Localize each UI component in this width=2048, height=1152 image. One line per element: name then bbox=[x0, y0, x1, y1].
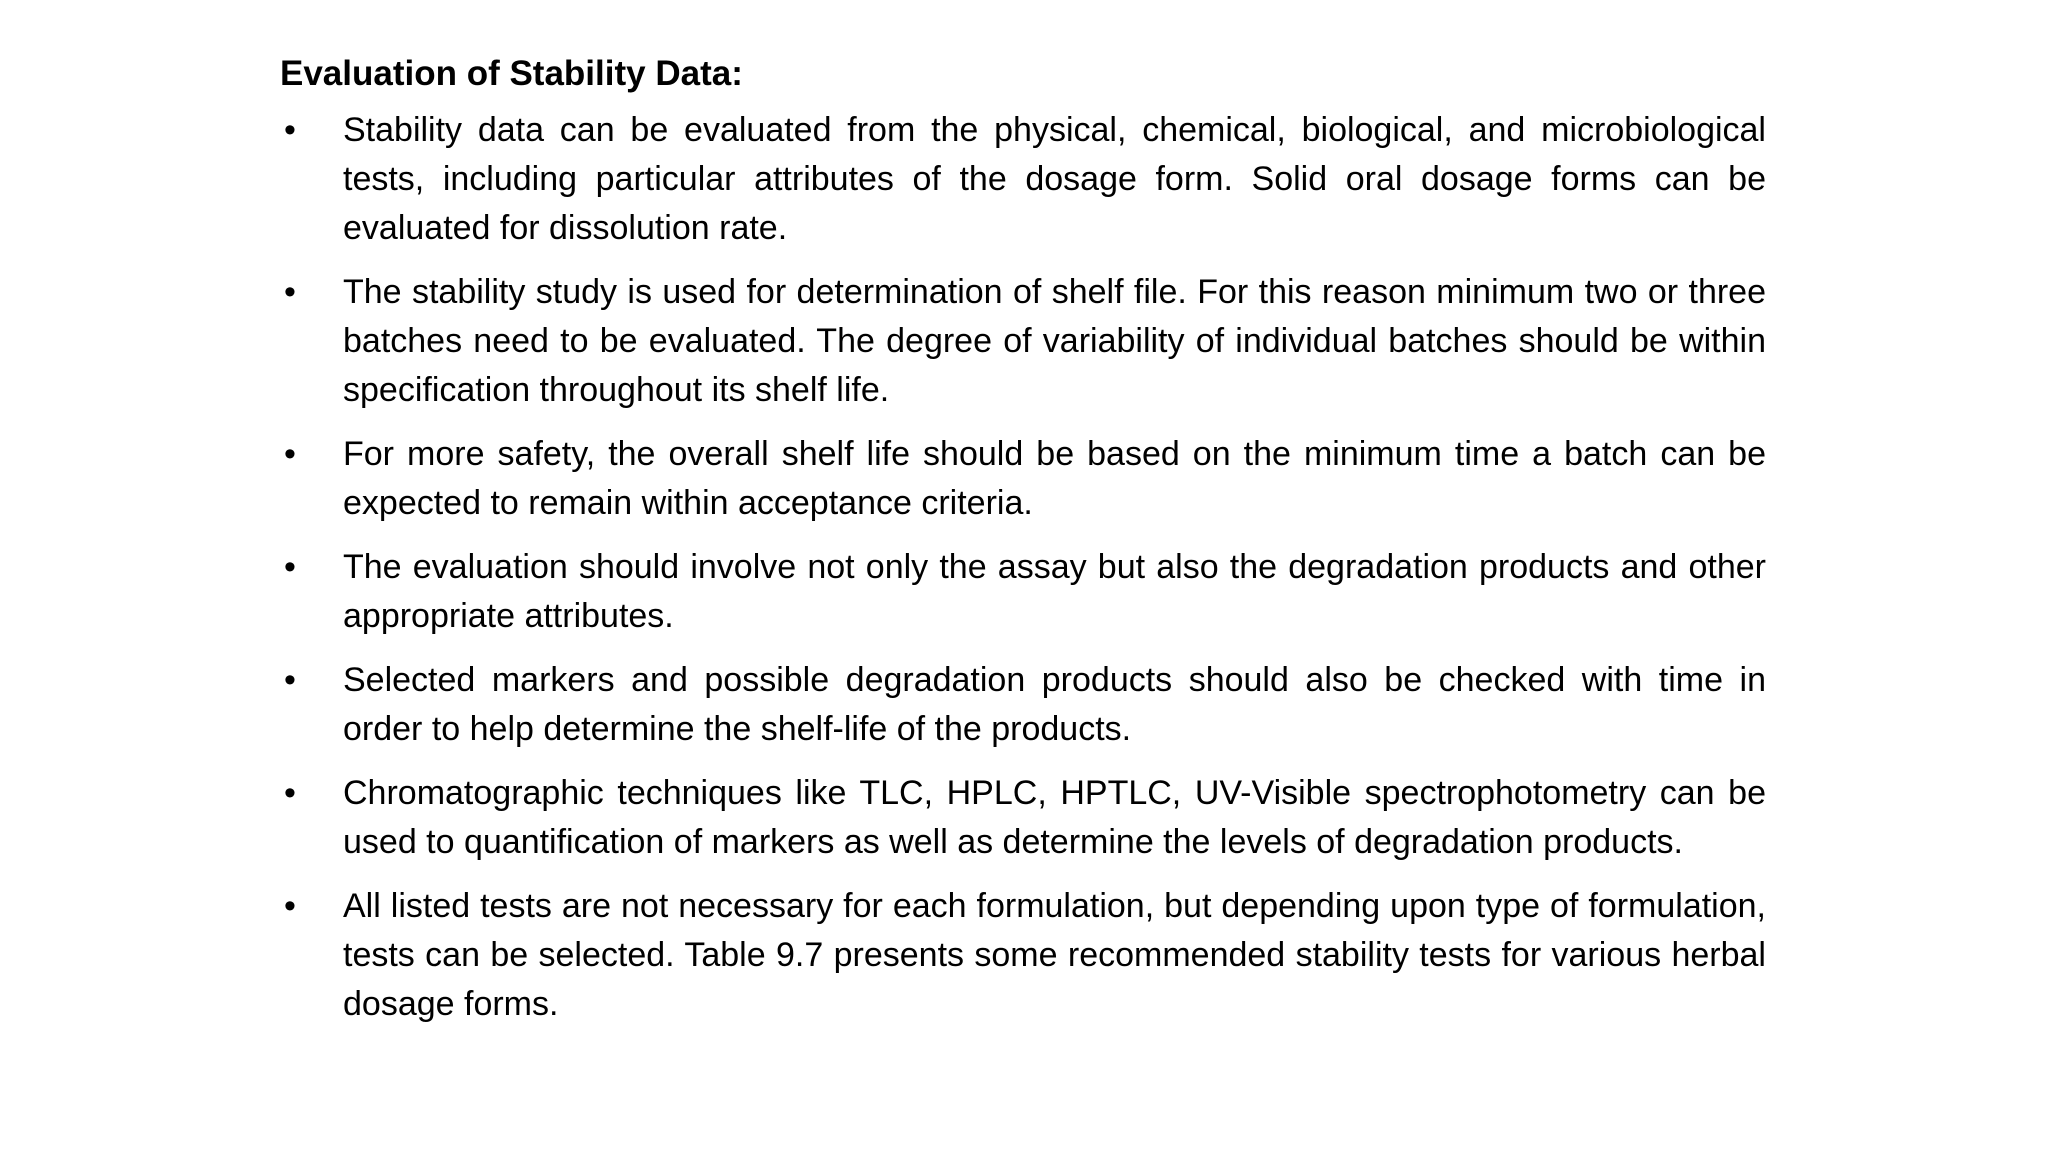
list-item-text: All listed tests are not necessary for each formulation, but depending upon type of formulation, tests can be selected. Table 9.7 presents some recommended stability tests for various herbal dosage forms. bbox=[343, 887, 1766, 1023]
list-item-text: Selected markers and possible degradation products should also be checked with time in order to help determine the shelf-life of the products. bbox=[343, 661, 1766, 748]
list-item-text: Chromatographic techniques like TLC, HPLC, HPTLC, UV-Visible spectrophotometry can be used to quantification of markers as well as determine the levels of degradation products. bbox=[343, 774, 1766, 861]
bullet-icon: • bbox=[284, 111, 296, 149]
list-item bbox=[280, 106, 1766, 253]
bullet-icon: • bbox=[284, 435, 296, 473]
bullet-icon: • bbox=[284, 273, 296, 311]
bullet-icon: • bbox=[284, 774, 296, 812]
list-item bbox=[280, 268, 1766, 415]
list-item-text: The evaluation should involve not only the assay but also the degradation products and other appropriate attributes. bbox=[343, 548, 1766, 635]
list-item bbox=[280, 543, 1766, 641]
list-item bbox=[280, 430, 1766, 528]
list-item-text: For more safety, the overall shelf life should be based on the minimum time a batch can be expected to remain within acceptance criteria. bbox=[343, 435, 1766, 522]
bullet-icon: • bbox=[284, 887, 296, 925]
list-item-text: The stability study is used for determination of shelf file. For this reason minimum two or three batches need to be evaluated. The degree of variability of individual batches should be within specification throughout its shelf life. bbox=[343, 273, 1766, 409]
list-item-text: Stability data can be evaluated from the physical, chemical, biological, and microbiological tests, including particular attributes of the dosage form. Solid oral dosage forms can be evaluated for dissolution rate. bbox=[343, 111, 1766, 247]
list-item bbox=[280, 769, 1766, 867]
bullet-icon: • bbox=[284, 661, 296, 699]
list-item bbox=[280, 656, 1766, 754]
section-heading: Evaluation of Stability Data: bbox=[280, 54, 743, 93]
list-item bbox=[280, 882, 1766, 1029]
bullet-list bbox=[280, 106, 1766, 1029]
bullet-icon: • bbox=[284, 548, 296, 586]
document-page bbox=[280, 48, 1766, 1044]
